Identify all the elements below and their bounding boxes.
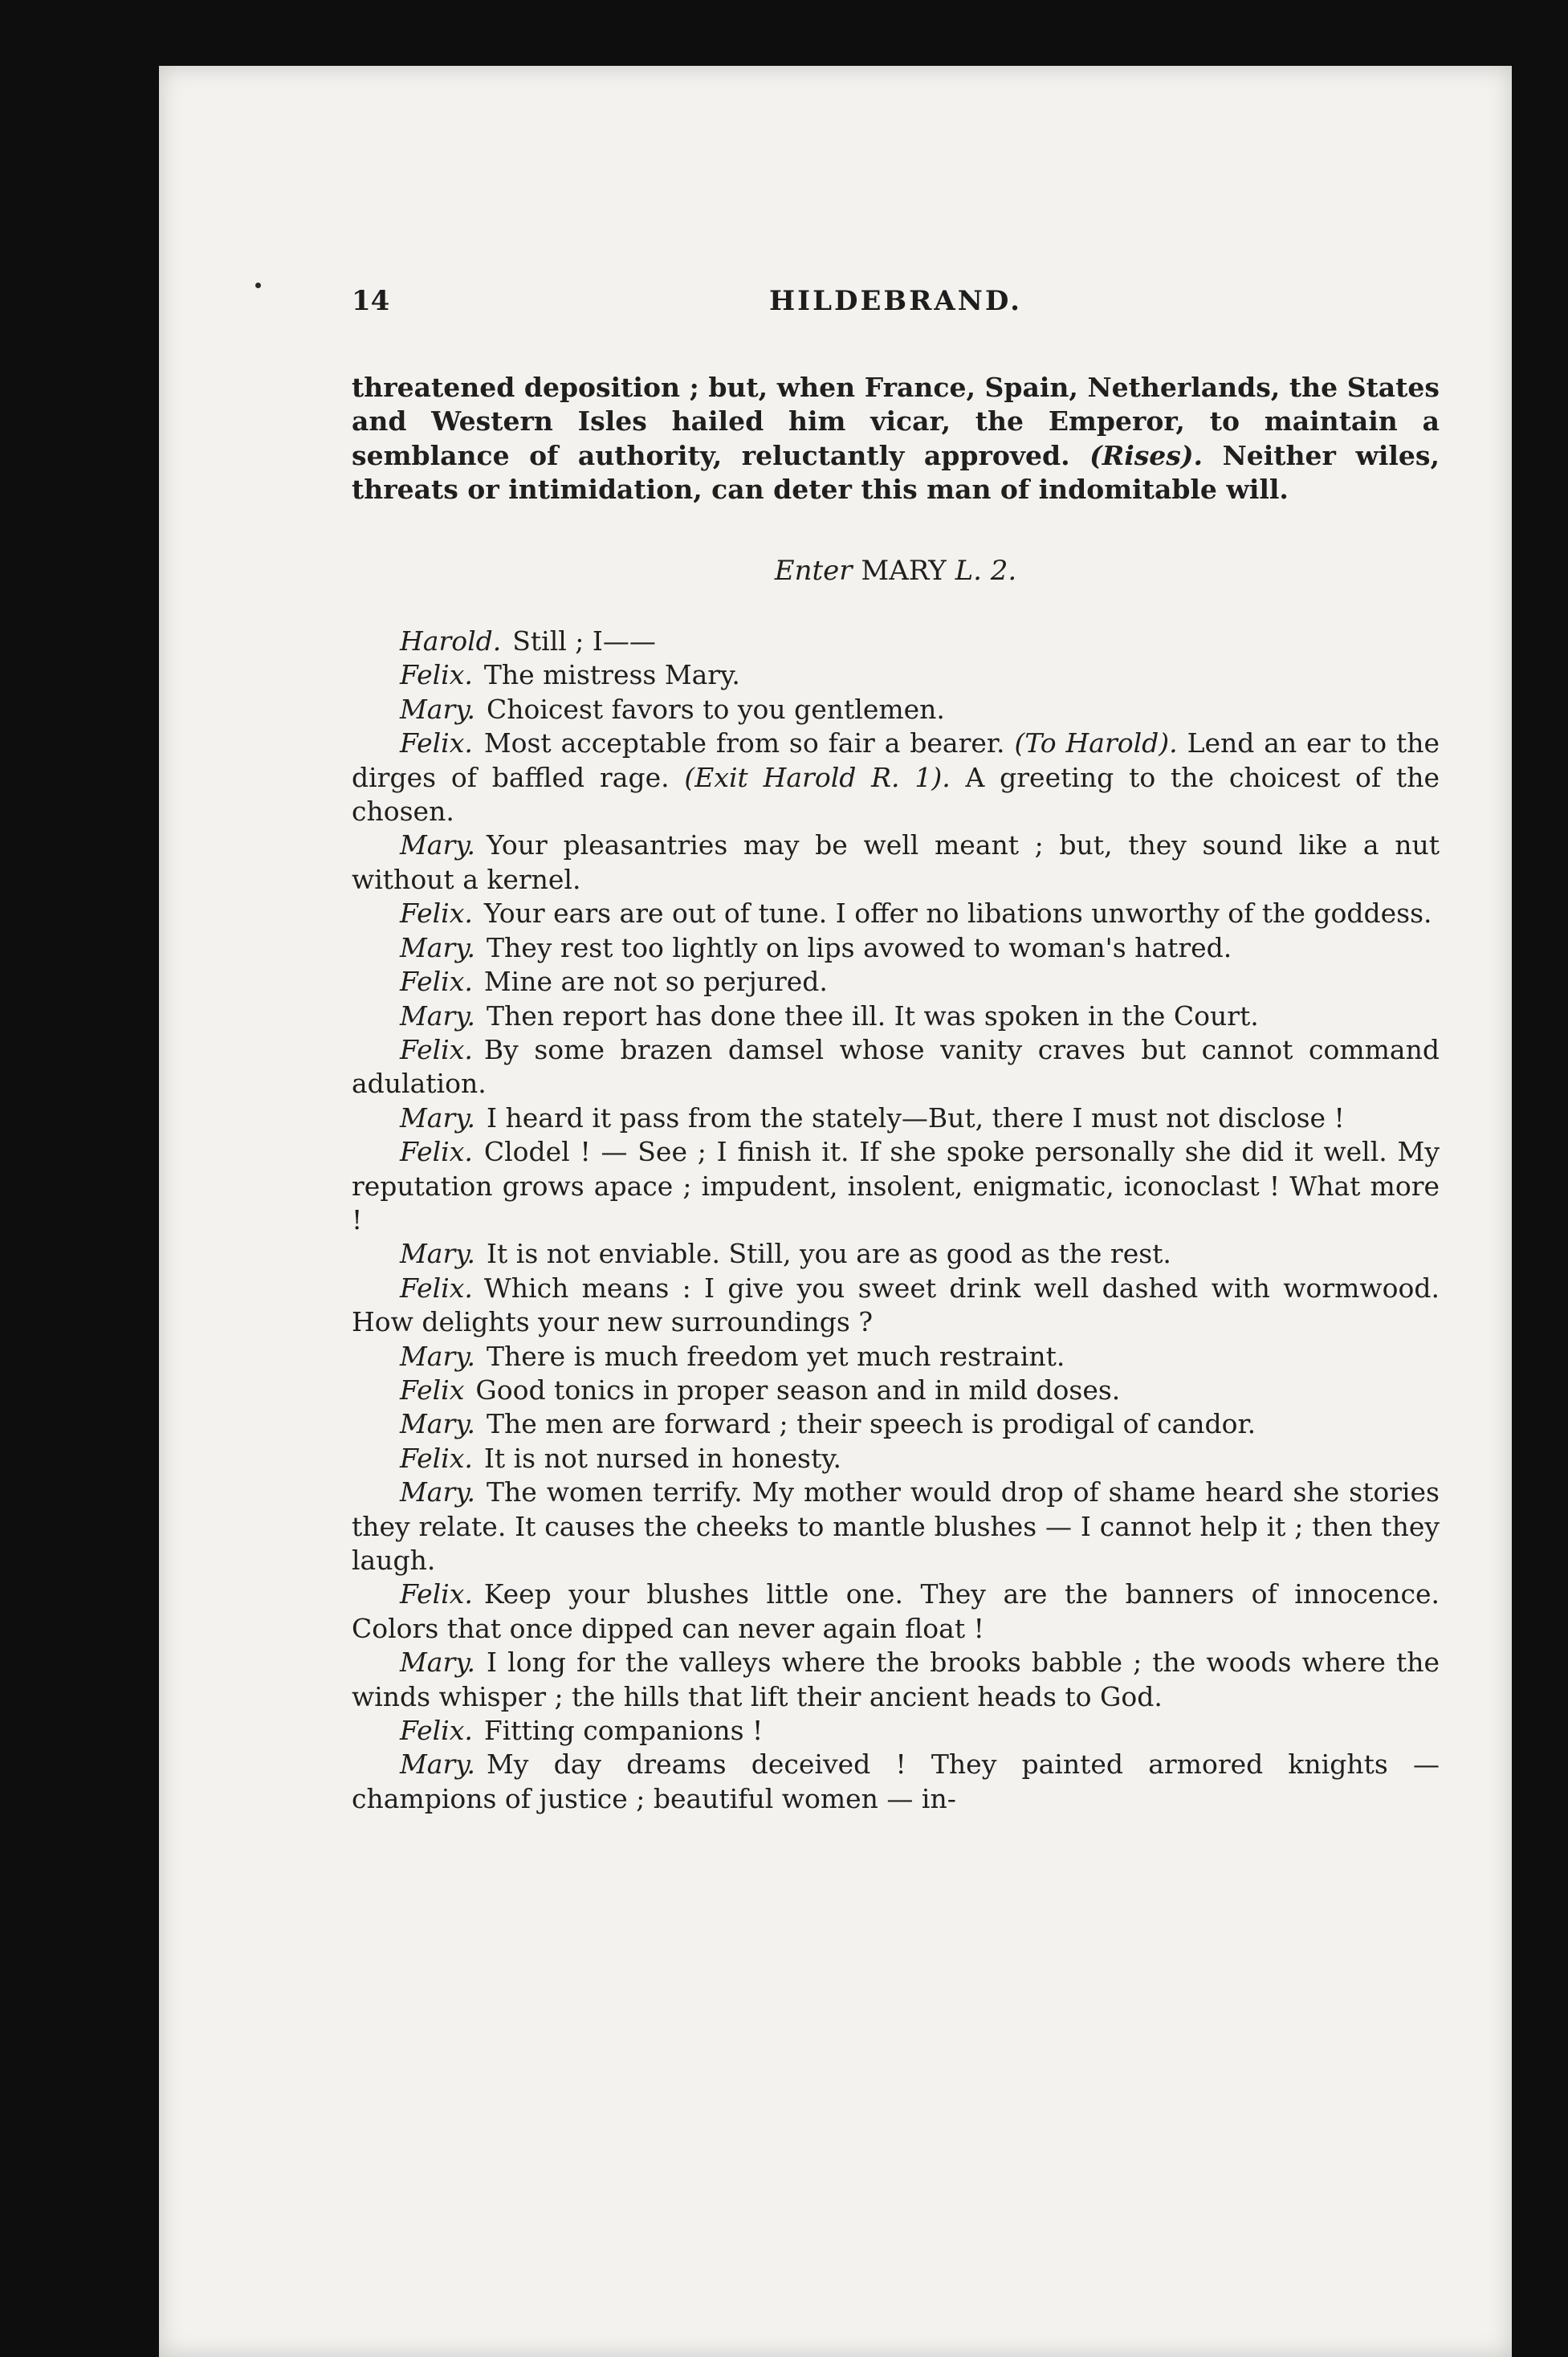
speech-text: Keep your blushes little one. They are the banners of innocence. Colors that once dipped can never again float ! bbox=[352, 1578, 1440, 1644]
speech-line bbox=[352, 1374, 1440, 1407]
speech-text: I long for the valleys where the brooks babble ; the woods where the winds whisper ; the hills that lift their ancient heads to God. bbox=[352, 1647, 1440, 1712]
stage-direction: (To Harold). bbox=[1014, 727, 1178, 759]
speech-line bbox=[352, 1101, 1440, 1135]
page-number: 14 bbox=[352, 285, 390, 317]
body-text bbox=[352, 371, 1440, 1816]
speech-text: Clodel ! — See ; I finish it. If she spoke personally she did it well. My reputation grows apace ; impudent, insolent, enigmatic, iconoclast ! What more ! bbox=[352, 1136, 1440, 1235]
speech-line bbox=[352, 931, 1440, 965]
speaker-name: Mary. bbox=[400, 1238, 475, 1270]
speech-text: It is not enviable. Still, you are as good as the rest. bbox=[487, 1238, 1171, 1270]
speech-text: The mistress Mary. bbox=[483, 659, 740, 691]
speech-text: I heard it pass from the stately—But, there I must not disclose ! bbox=[487, 1101, 1345, 1134]
speaker-name: Felix bbox=[400, 1374, 465, 1406]
speech-line bbox=[352, 1272, 1440, 1340]
speech-text: Which means : I give you sweet drink well dashed with wormwood. How delights your new surroundings ? bbox=[352, 1272, 1440, 1338]
speaker-name: Felix. bbox=[400, 1442, 473, 1474]
speech-text: Still ; I—— bbox=[512, 625, 656, 657]
speaker-name: Mary. bbox=[400, 829, 475, 861]
speaker-name: Mary. bbox=[400, 1340, 475, 1372]
speaker-name: Mary. bbox=[400, 1748, 475, 1781]
speech-line bbox=[352, 1646, 1440, 1714]
speech-line bbox=[352, 1135, 1440, 1237]
speech-line bbox=[352, 625, 1440, 658]
speech-line bbox=[352, 1476, 1440, 1577]
speech-line bbox=[352, 1577, 1440, 1646]
speech-text: Most acceptable from so fair a bearer. bbox=[483, 727, 1005, 759]
speech-text: By some brazen damsel whose vanity craves but cannot command adulation. bbox=[352, 1033, 1440, 1100]
speech-line bbox=[352, 1714, 1440, 1748]
speech-line bbox=[352, 999, 1440, 1033]
speech-text: A greeting to the choicest of the chosen. bbox=[352, 761, 1440, 828]
entry-name: MARY bbox=[861, 554, 947, 587]
speech-line bbox=[352, 965, 1440, 999]
running-title: HILDEBRAND. bbox=[769, 285, 1022, 317]
speaker-name: Mary. bbox=[400, 693, 475, 725]
paragraph-text: threatened deposition ; but, when France, Spain, Netherlands, the States and Western Isles hailed him vicar, the Emperor, to maintain a semblance of authority, reluctantly approved. bbox=[352, 372, 1440, 471]
entry-word: Enter bbox=[774, 554, 853, 587]
speaker-name: Felix. bbox=[400, 1272, 473, 1304]
speaker-name: Felix. bbox=[400, 659, 473, 691]
speaker-name: Felix. bbox=[400, 898, 473, 930]
speech-text: They rest too lightly on lips avowed to woman's hatred. bbox=[487, 931, 1232, 963]
speech-text: Choicest favors to you gentlemen. bbox=[487, 693, 945, 725]
speech-line bbox=[352, 897, 1440, 930]
speaker-name: Felix. bbox=[400, 727, 473, 759]
continued-paragraph bbox=[352, 371, 1440, 507]
speech-text: The women terrify. My mother would drop of shame heard she stories they relate. It causes the cheeks to mantle blushes — I cannot help it ; then they laugh. bbox=[352, 1476, 1440, 1576]
speech-text: Good tonics in proper season and in mild doses. bbox=[475, 1374, 1121, 1406]
speech-text: It is not nursed in honesty. bbox=[483, 1442, 841, 1474]
speech-line bbox=[352, 658, 1440, 692]
speaker-name: Harold. bbox=[400, 625, 502, 657]
speech-line bbox=[352, 1033, 1440, 1101]
speech-text: Lend an ear to the dirges of baffled rage. bbox=[352, 727, 1440, 793]
speech-text: There is much freedom yet much restraint. bbox=[487, 1340, 1065, 1372]
ink-speck bbox=[255, 283, 261, 288]
speech-text: My day dreams deceived ! They painted armored knights — champions of justice ; beautiful women — in- bbox=[352, 1748, 1440, 1814]
speech-line bbox=[352, 1237, 1440, 1271]
speech-text: Then report has done thee ill. It was spoken in the Court. bbox=[487, 999, 1259, 1032]
speaker-name: Mary. bbox=[400, 1476, 475, 1508]
speech-text: Your pleasantries may be well meant ; but, they sound like a nut without a kernel. bbox=[352, 829, 1440, 895]
stage-direction: (Rises). bbox=[1089, 439, 1203, 471]
speaker-name: Mary. bbox=[400, 931, 475, 963]
speaker-name: Felix. bbox=[400, 1033, 473, 1065]
stage-direction: (Exit Harold R. 1). bbox=[684, 761, 951, 793]
speaker-name: Felix. bbox=[400, 966, 473, 998]
speech-line bbox=[352, 1407, 1440, 1441]
speech-line bbox=[352, 1748, 1440, 1816]
page-header bbox=[352, 285, 1440, 333]
speech-text: Your ears are out of tune. I offer no libations unworthy of the goddess. bbox=[483, 898, 1432, 930]
speech-text: The men are forward ; their speech is prodigal of candor. bbox=[487, 1408, 1256, 1440]
speaker-name: Felix. bbox=[400, 1715, 473, 1747]
speech-line bbox=[352, 828, 1440, 897]
speech-line bbox=[352, 693, 1440, 727]
paragraph-text: Neither wiles, threats or intimidation, can deter this man of indomitable will. bbox=[352, 439, 1440, 506]
stage-entry bbox=[352, 554, 1440, 588]
speech-text: Fitting companions ! bbox=[483, 1715, 764, 1747]
speech-line bbox=[352, 727, 1440, 828]
speaker-name: Felix. bbox=[400, 1136, 473, 1168]
speaker-name: Mary. bbox=[400, 1647, 475, 1679]
speaker-name: Felix. bbox=[400, 1578, 473, 1610]
speech-line bbox=[352, 1442, 1440, 1476]
entry-position: L. 2. bbox=[955, 554, 1017, 587]
speaker-name: Mary. bbox=[400, 999, 475, 1032]
speech-line bbox=[352, 1340, 1440, 1374]
speaker-name: Mary. bbox=[400, 1408, 475, 1440]
speaker-name: Mary. bbox=[400, 1101, 475, 1134]
speech-text: Mine are not so perjured. bbox=[483, 966, 828, 998]
